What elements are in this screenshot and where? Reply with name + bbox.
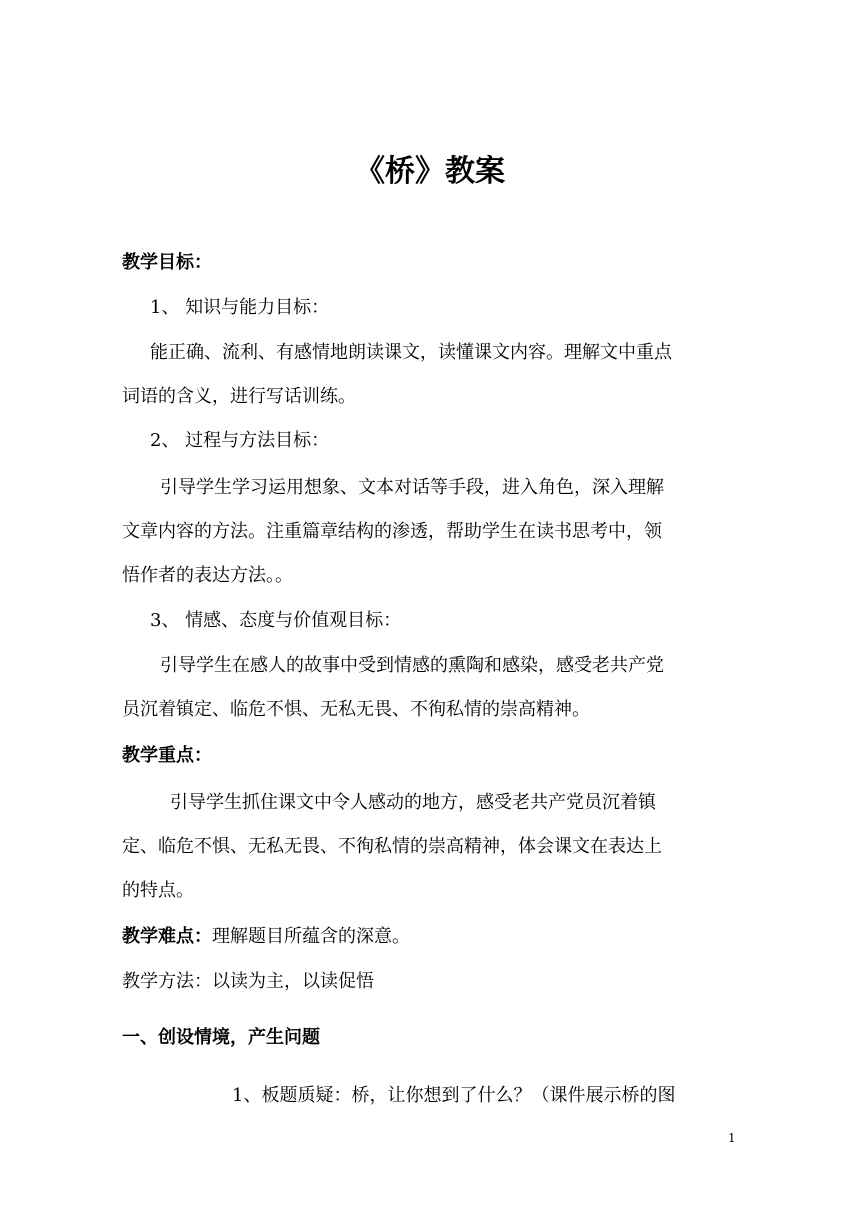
page-number: 1 [728, 1131, 736, 1145]
objective-2-text-line-1: 引导学生学习运用想象、文本对话等手段，进入角色，深入理解 [160, 477, 664, 498]
objective-3-text-line-2: 员沉着镇定、临危不惧、无私无畏、不徇私情的崇高精神。 [122, 699, 590, 720]
difficulty-text: 理解题目所蕴含的深意。 [212, 926, 410, 947]
difficulty-line [122, 924, 742, 950]
objective-2-text-line-2: 文章内容的方法。注重篇章结构的渗透，帮助学生在读书思考中，领 [122, 521, 662, 542]
method-line: 教学方法：以读为主，以读促悟 [122, 971, 374, 992]
difficulty-heading: 教学难点： [122, 926, 212, 947]
key-points-line-2: 定、临危不惧、无私无畏、不徇私情的崇高精神，体会课文在表达上 [122, 836, 662, 857]
key-points-line-3: 的特点。 [122, 880, 194, 901]
section-1-item-1: 1、板题质疑：桥，让你想到了什么？（课件展示桥的图 [232, 1085, 676, 1106]
objective-1-text-line-1: 能正确、流利、有感情地朗读课文，读懂课文内容。理解文中重点 [150, 342, 672, 363]
key-points-heading: 教学重点： [122, 745, 212, 766]
key-points-line-1: 引导学生抓住课文中令人感动的地方，感受老共产党员沉着镇 [170, 792, 656, 813]
objectives-heading: 教学目标： [122, 252, 212, 273]
section-1-heading: 一、创设情境，产生问题 [122, 1027, 320, 1048]
objective-1-text-line-2: 词语的含义，进行写话训练。 [122, 386, 356, 407]
objective-1-heading: 1、 知识与能力目标： [150, 297, 330, 318]
objective-3-text-line-1: 引导学生在感人的故事中受到情感的熏陶和感染，感受老共产党 [160, 655, 664, 676]
objective-3-heading: 3、 情感、态度与价值观目标： [150, 610, 402, 631]
objective-2-text-line-3: 悟作者的表达方法。。 [122, 565, 293, 586]
objective-2-heading: 2、 过程与方法目标： [150, 430, 330, 451]
document-title: 《桥》教案 [355, 154, 505, 189]
